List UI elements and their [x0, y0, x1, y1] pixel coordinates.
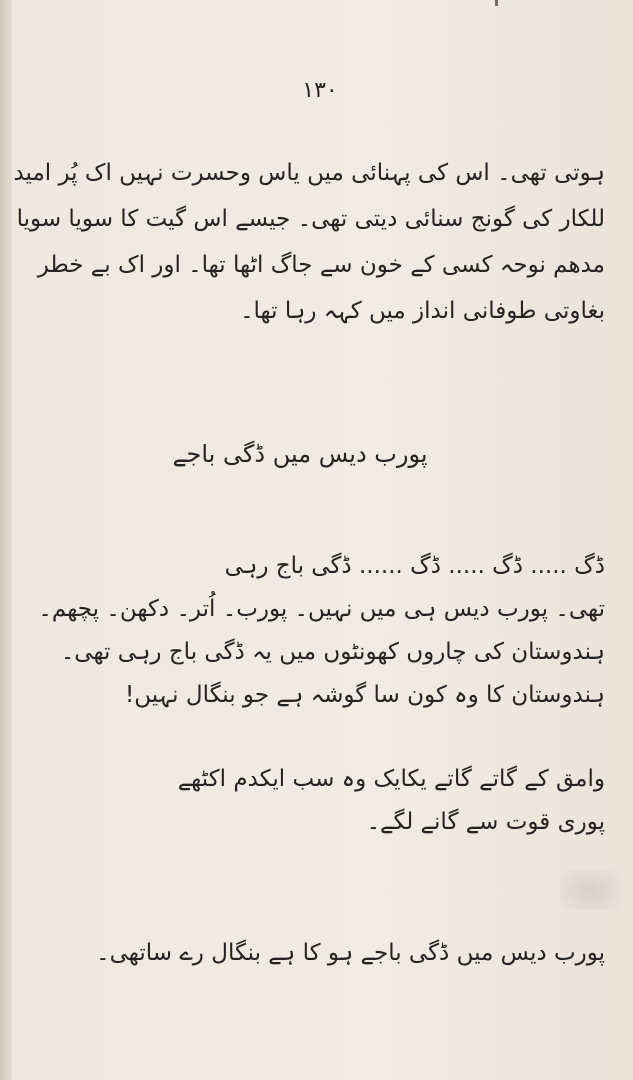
- text-line: بغاوتی طوفانی انداز میں کہہ رہا تھا۔: [240, 298, 605, 324]
- text-line: ہوتی تھی۔ اس کی پہنائی میں یاس وحسرت نہیں اک پُر امید: [13, 160, 605, 186]
- paper-stain: [560, 870, 620, 910]
- page-spine-shadow: [0, 0, 12, 1080]
- text-line: ہندوستان کا وہ کون سا گوشہ ہے جو بنگال نہیں!: [125, 682, 605, 708]
- ink-speck: [495, 0, 498, 6]
- closing-line: پورب دیس میں ڈگی باجے ہو کا ہے بنگال رے ساتھی۔: [96, 940, 605, 966]
- text-line: وامق کے گاتے گاتے یکایک وہ سب ایکدم اکٹھے: [177, 766, 605, 792]
- text-line: ہندوستان کی چاروں کھونٹوں میں یہ ڈگی باج رہی تھی۔: [60, 639, 605, 665]
- page-number: ۱۳۰: [302, 78, 338, 103]
- paragraph-2: [40, 545, 605, 717]
- song-heading: پورب دیس میں ڈگی باجے: [172, 440, 428, 468]
- text-line: للکار کی گونج سنائی دیتی تھی۔ جیسے اس گیت کا سویا سویا: [16, 206, 605, 232]
- paragraph-1: [13, 150, 605, 334]
- text-line: ڈگ ..... ڈگ ..... ڈگ ...... ڈگی باج رہی: [224, 553, 605, 579]
- text-line: مدھم نوحہ کسی کے خون سے جاگ اٹھا تھا۔ اور اک بے خطر: [37, 252, 605, 278]
- paragraph-3: [40, 758, 605, 844]
- text-line: پوری قوت سے گانے لگے۔: [366, 809, 605, 835]
- text-line: تھی۔ پورب دیس ہی میں نہیں۔ پورب۔ اُتر۔ دکھن۔ پچھم۔: [38, 596, 605, 622]
